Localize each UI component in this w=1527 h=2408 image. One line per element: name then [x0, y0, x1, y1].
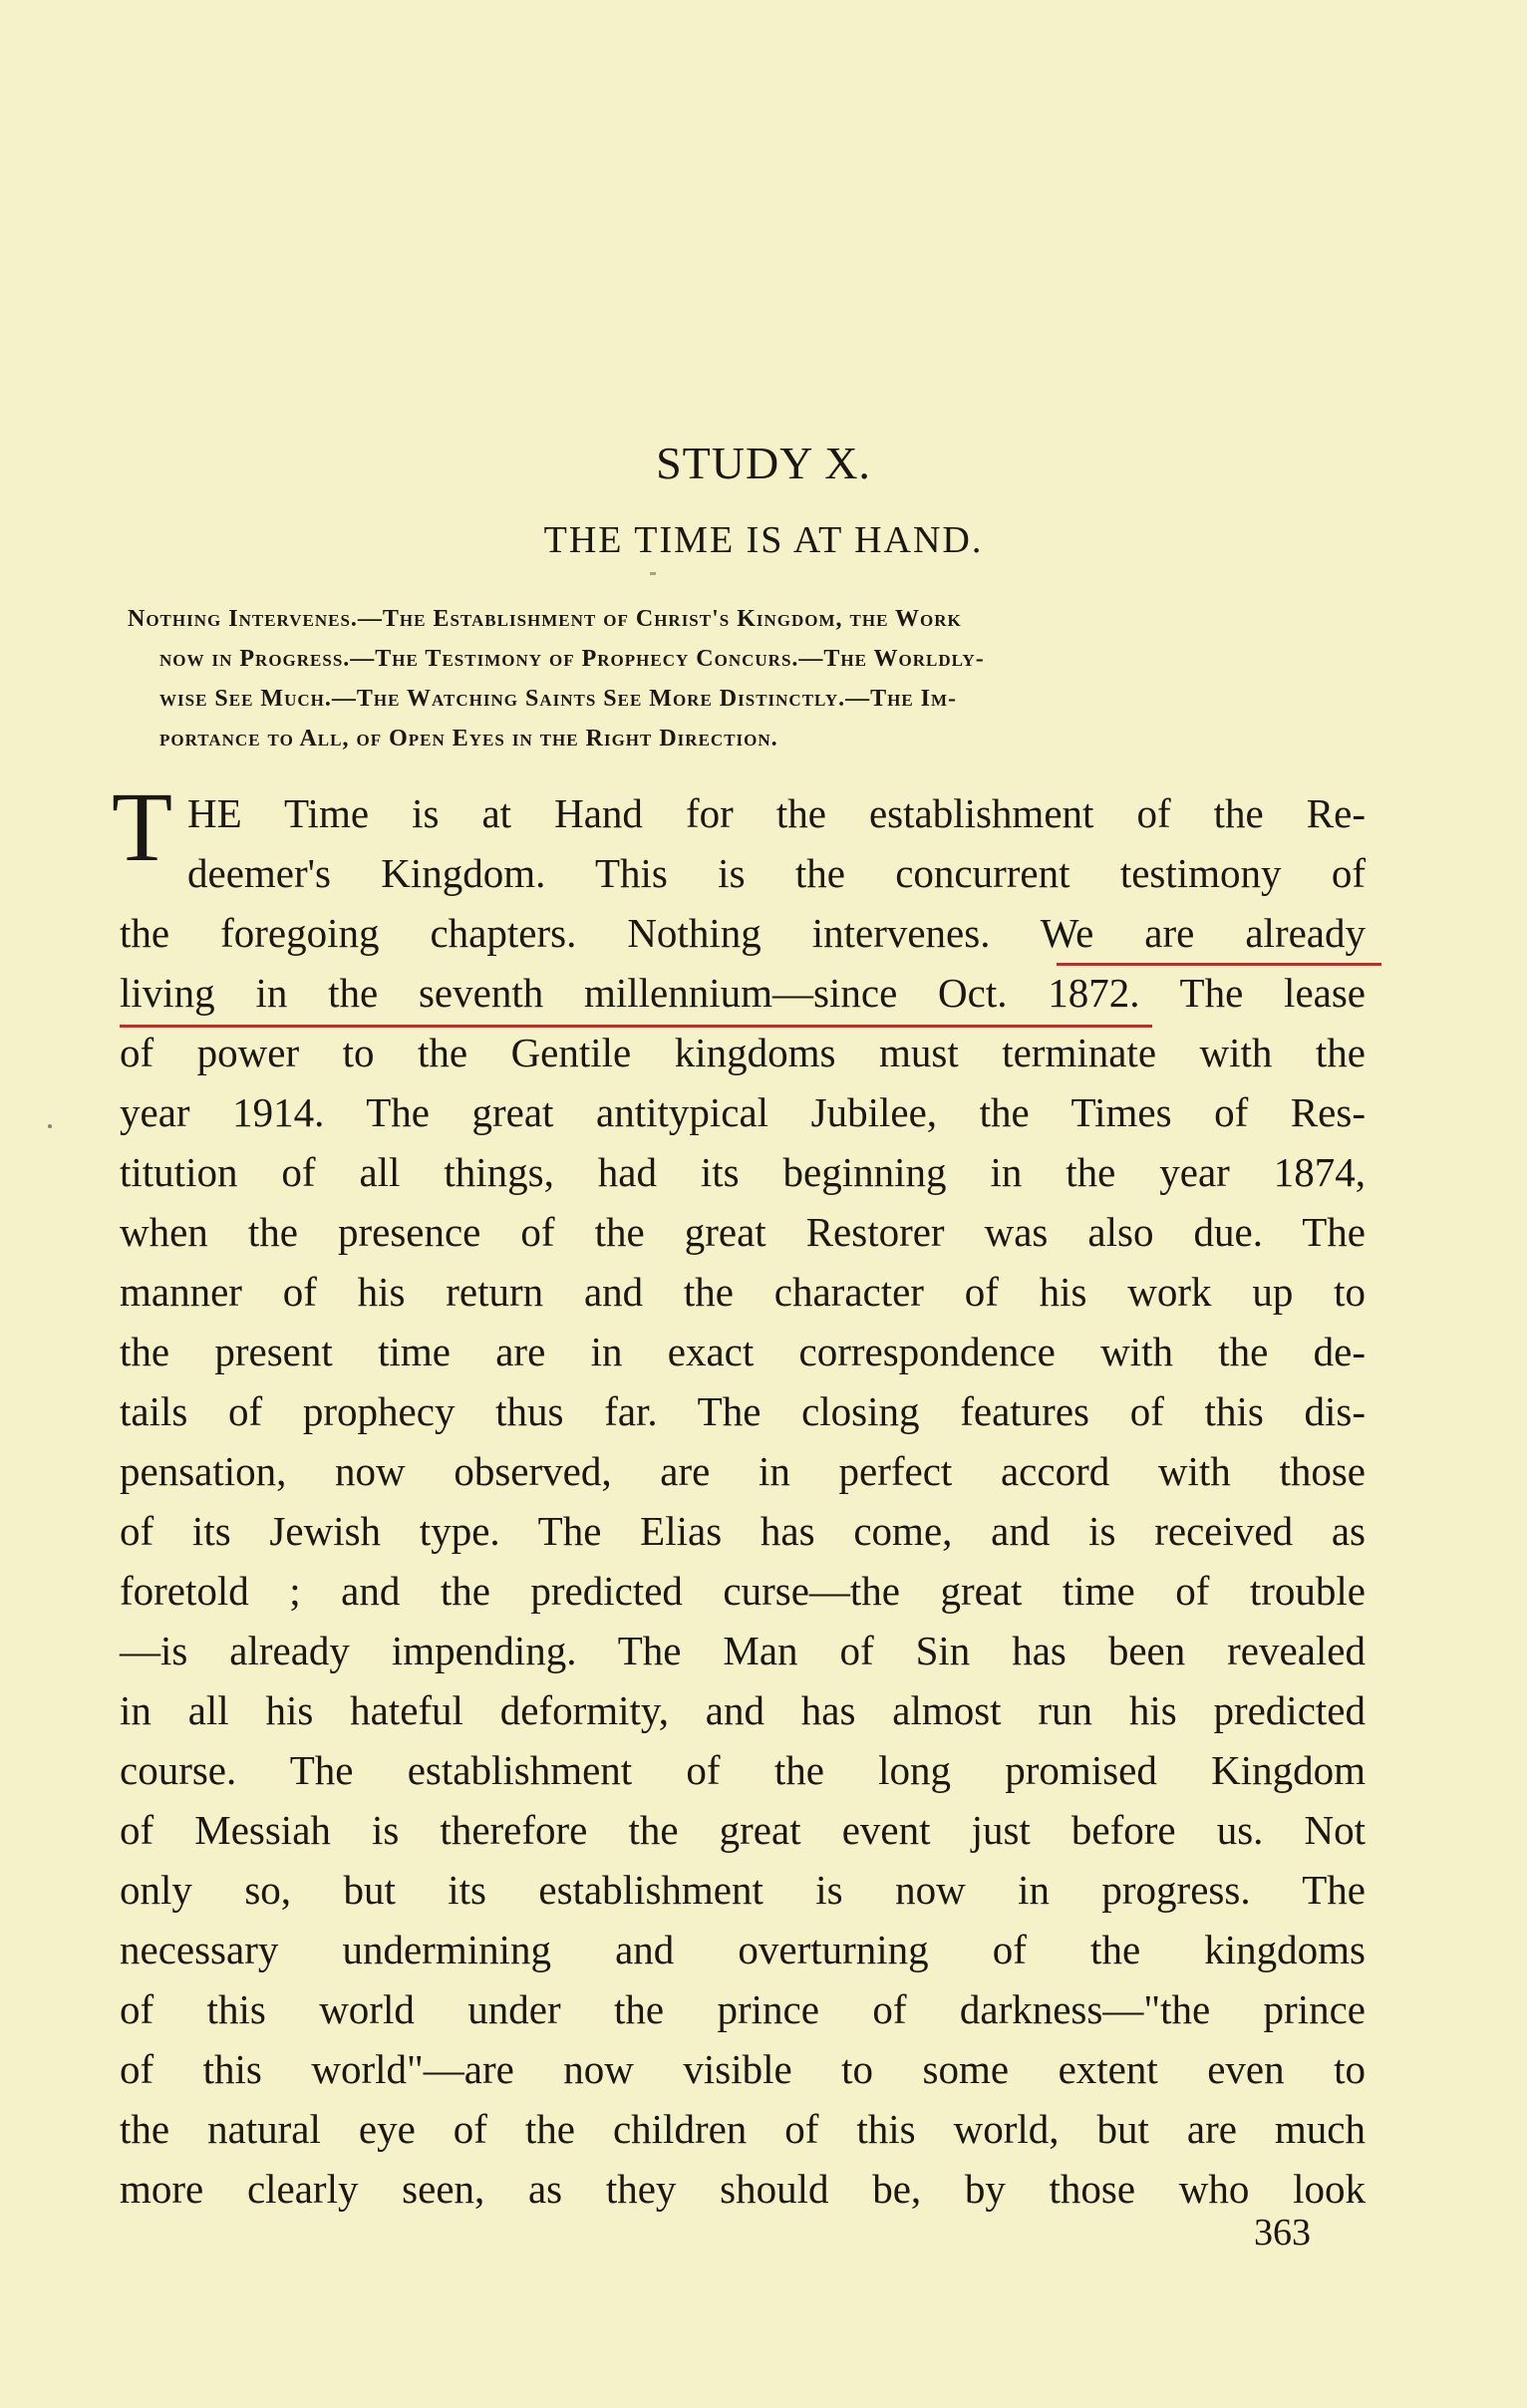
text-line: HE Time is at Hand for the establishment of the Re-: [187, 790, 1366, 836]
page-number: 363: [1254, 2212, 1311, 2254]
red-underline-mark: [1057, 963, 1381, 966]
synopsis-line: portance to All, of Open Eyes in the Right Direction.: [159, 726, 778, 752]
text-line: course. The establishment of the long promised Kingdom: [120, 1747, 1366, 1793]
text-line: living in the seventh millennium—since Oct. 1872. The lease: [120, 970, 1366, 1016]
synopsis-line: now in Progress.—The Testimony of Prophecy Concurs.—The Worldly-: [159, 646, 985, 672]
text-line: of its Jewish type. The Elias has come, and is received as: [120, 1508, 1366, 1554]
text-line: the foregoing chapters. Nothing intervenes. We are already: [120, 910, 1366, 956]
text-line: of Messiah is therefore the great event just before us. Not: [120, 1807, 1366, 1853]
synopsis-line: Nothing Intervenes.—The Establishment of Christ's Kingdom, the Work: [128, 606, 962, 632]
text-line: only so, but its establishment is now in progress. The: [120, 1867, 1366, 1913]
text-line: of this world"—are now visible to some extent even to: [120, 2046, 1366, 2092]
text-line: of this world under the prince of darkness—"the prince: [120, 1986, 1366, 2032]
text-line: more clearly seen, as they should be, by those who look: [120, 2166, 1366, 2212]
text-line: in all his hateful deformity, and has almost run his predicted: [120, 1687, 1366, 1733]
text-line: —is already impending. The Man of Sin has been revealed: [120, 1628, 1366, 1673]
chapter-title: THE TIME IS AT HAND.: [543, 519, 984, 561]
study-number: STUDY X.: [656, 438, 871, 488]
text-line: deemer's Kingdom. This is the concurrent testimony of: [187, 850, 1366, 896]
text-line: pensation, now observed, are in perfect accord with those: [120, 1448, 1366, 1494]
text-line: year 1914. The great antitypical Jubilee, the Times of Res-: [120, 1089, 1366, 1135]
text-line: the natural eye of the children of this world, but are much: [120, 2106, 1366, 2152]
text-line: titution of all things, had its beginning in the year 1874,: [120, 1149, 1366, 1195]
text-line: necessary undermining and overturning of the kingdoms: [120, 1927, 1366, 1972]
text-line: manner of his return and the character of his work up to: [120, 1269, 1366, 1315]
print-speck: [48, 1124, 52, 1128]
text-line: when the presence of the great Restorer was also due. The: [120, 1209, 1366, 1255]
text-line: of power to the Gentile kingdoms must terminate with the: [120, 1030, 1366, 1075]
red-underline-mark: [120, 1025, 1152, 1028]
text-line: foretold ; and the predicted curse—the great time of trouble: [120, 1568, 1366, 1614]
print-speck: [650, 572, 656, 575]
synopsis-line: wise See Much.—The Watching Saints See More Distinctly.—The Im-: [159, 686, 958, 712]
drop-cap: T: [112, 771, 173, 882]
text-line: tails of prophecy thus far. The closing features of this dis-: [120, 1388, 1366, 1434]
text-line: the present time are in exact correspondence with the de-: [120, 1329, 1366, 1374]
